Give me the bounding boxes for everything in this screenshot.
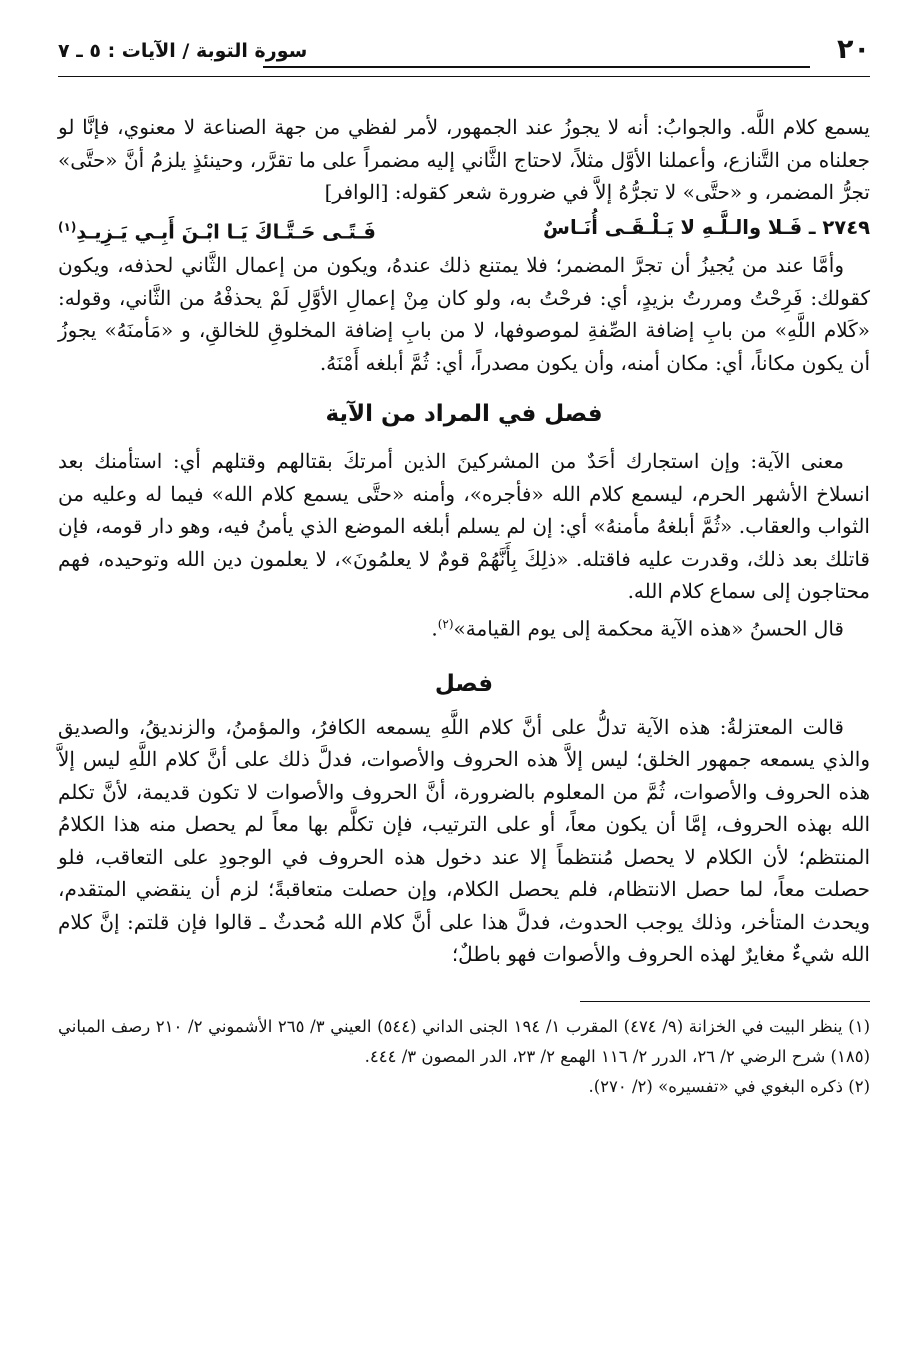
paragraph: وأمَّا عند من يُجيزُ أن تجرَّ المضمر؛ فلا يمتنع ذلك عندهُ، ويكون من إعمال الثَّاني لحذفه، ويكون كقولك: فَرِحْتُ ومررتُ بزيدٍ، أي: فرحْتُ به، ولو كان مِنْ إعمالِ الأوَّلِ لَمْ يحذفْهُ من الثَّاني، وقوله: «كَلام اللَّهِ» من بابِ إضافة الصِّفةِ لموصوفها، لا من بابِ إضافة المخلوقِ للخالقِ، و «مَأمنَهُ» يجوزُ أن يكون مكاناً، أي: مكان أمنه، وأن يكون مصدراً، أي: ثُمَّ أبلغه أَمْنَهُ. [58,253,870,375]
verse-hemistich-2: فَـتًـى حَـتَّـاكَ يَـا ابْـنَ أَبِـي يَـزِيـدِ [76,220,376,243]
footnote-ref[interactable]: (١) [58,219,77,234]
header-rule [263,66,810,68]
section-heading: فصل [434,670,494,697]
paragraph: يسمع كلام اللَّه. والجوابُ: أنه لا يجوزُ عند الجمهور، لأمر لفظي من جهة الصناعة لا معنوي، فإنَّا لو جعلناه من التَّنازع، وأعملنا الأوَّل مثلاً، لاحتاج الثَّاني إليه مضمراً على ما تقرَّر، وحينئذٍ يلزمُ أنَّ «حتَّى» تجرُّ المضمر، و «حتَّى» لا تجرُّهُ إلاَّ في ضرورة شعر كقوله: [الوافر] [58,115,870,204]
page-header [58,28,870,70]
poetry-verse [58,211,870,249]
footnote: (٢) ذكره البغوي في «تفسيره» (٢/ ٢٧٠). [588,1076,870,1096]
paragraph: معنى الآية: وإن استجارك أحَدٌ من المشركينَ الذين أمرتكَ بقتالهم وقتلهم أي: استأمنك بعد انسلاخ الأشهر الحرم، ليسمع كلام الله «فأجره»، وأمنه «حتَّى يسمع كلام الله» فيما له وعليه من الثواب والعقاب. «ثُمَّ أبلغهُ مأمنهُ» أي: إن لم يسلم أبلغه الموضع الذي يأمنُ فيه، وهو دار قومه، فإن قاتلك بعد ذلك، وقدرت عليه فاقتله. «ذلِكَ بِأَنَّهُمْ قومٌ لا يعلمُونَ»، لا يعلمون دين الله وتوحيده، فهم محتاجون إلى سماع كلام الله. [58,449,870,603]
footnote-ref[interactable]: (٢) [437,616,454,631]
body-text [58,111,870,971]
footnotes [58,1012,870,1102]
verse-first-half [543,211,870,249]
quote-text: قال الحسنُ «هذه الآية محكمة إلى يوم القيامة» [453,616,844,641]
section-heading: فصل في المراد من الآية [325,401,603,427]
paragraph [58,608,870,645]
footnote: (١) ينظر البيت في الخزانة (٩/ ٤٧٤) المقرب ١/ ١٩٤ الجنى الداني (٥٤٤) العيني ٣/ ٢٦٥ الأشموني ٢/ ٢١٠ رصف المباني (١٨٥) شرح الرضي ٢/ ٢٦، الدرر ٢/ ١١٦ الهمع ٢/ ٢٣، الدر المصون ٣/ ٤٤٤. [58,1016,871,1066]
verse-second-half [58,211,376,249]
paragraph: قالت المعتزلةُ: هذه الآية تدلُّ على أنَّ كلام اللَّهِ يسمعه الكافرُ، والمؤمنُ، والزنديقُ، والصديق والذي يسمعه جمهور الخلق؛ ليس إلاَّ هذه الحروف والأصوات، فدلَّ ذلك على أنَّ كلام اللَّهِ ليس إلاَّ هذه الحروف والأصوات، ثُمَّ من المعلوم بالضرورة، أنَّ الحروف والأصوات لا تكون قديمة، لأنَّ تكلم الله بهذه الحروف، إمَّا أن يكون معاً، أو على الترتيب، فإن تكلَّم بها معاً لم يحصل منه هذا الكلامُ المنتظم؛ لأن الكلام لا يحصل مُنتظماً إلا عند دخول هذه الحروف في الوجودِ على التعاقب، فلو حصلت معاً، لما حصل الانتظام، فلم يحصل الكلام، وإن حصلت متعاقبةً؛ لزم أن ينقضي المتقدم، ويحدث المتأخر، وذلك يوجب الحدوث، فدلَّ هذا على أنَّ كلام الله مُحدثٌ ـ قالوا فإن قلتم: إنَّ كلام الله شيءٌ مغايرٌ لهذه الحروف والأصوات فهو باطلٌ؛ [58,714,870,967]
header-rule-bottom [58,76,870,77]
book-page [58,28,870,1348]
page-number: ٢٠ [837,34,870,65]
verse-hemistich-1: ـ فَـلا والـلَّـهِ لا يَـلْـقَـى أُنَـاسٌ [543,215,816,239]
running-title: سورة التوبة / الآيات : ٥ ـ ٧ [58,40,308,62]
period: . [431,616,438,641]
verse-number: ٢٧٤٩ [822,215,870,239]
footnote-rule [580,1001,870,1002]
